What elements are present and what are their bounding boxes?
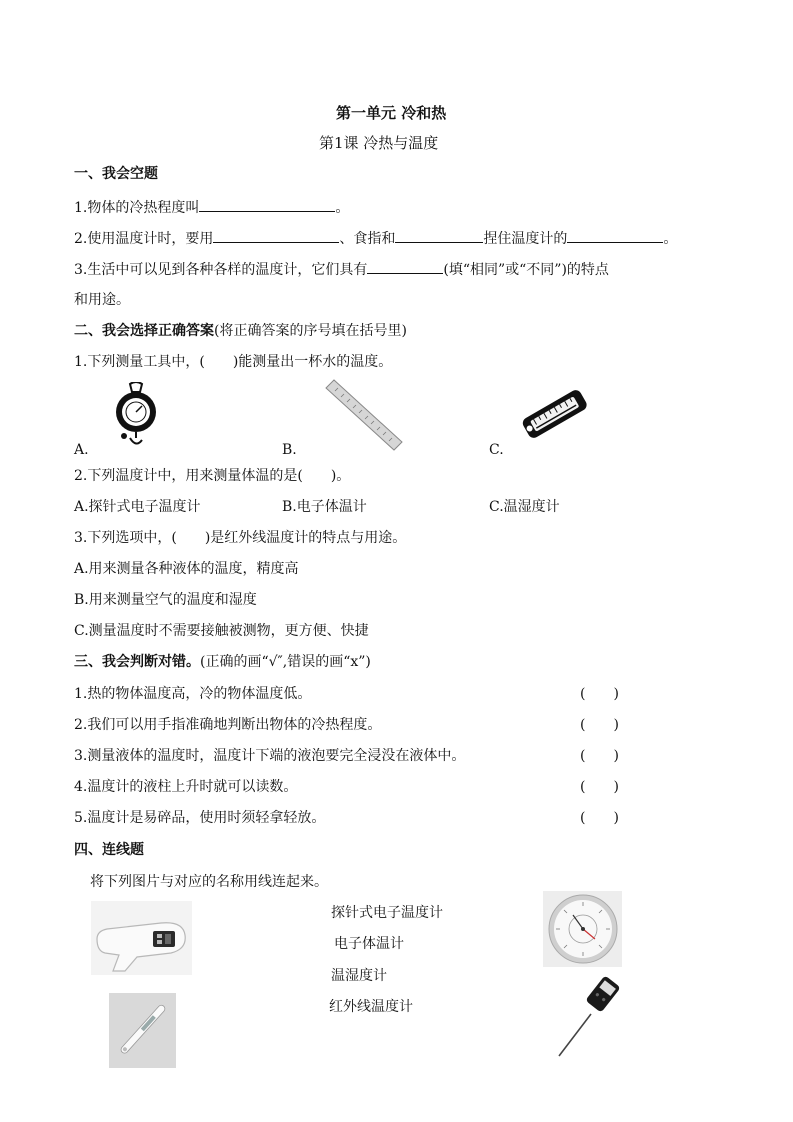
judge-item: 4.温度计的液柱上升时就可以读数。 [74,779,298,795]
spring-scale-image [106,382,166,448]
section-2-note: (将正确答案的序号填在括号里) [214,323,407,339]
s2-q2-option-b: B.电子体温计 [282,499,367,515]
electronic-thermometer-image[interactable] [109,993,176,1068]
s1-q2-mid2: 捏住温度计的 [483,231,568,247]
s1-q2-text: 2.使用温度计时，要用 [74,231,214,247]
probe-thermometer-image[interactable] [555,976,623,1060]
lesson-title: 第1课 冷热与温度 [319,134,439,152]
section-3-note: (正确的画“√″,错误的画“x”) [200,654,371,670]
spring-scale-icon [106,382,166,448]
judge-item: 3.测量液体的温度时，温度计下端的液泡要完全浸没在液体中。 [74,748,466,764]
s2-question-1: 1.下列测量工具中，( )能测量出一杯水的温度。 [74,354,393,370]
answer-blank[interactable] [213,228,339,243]
s1-question-3 [74,259,609,280]
electronic-thermometer-icon [109,993,176,1068]
section-2-heading [74,321,407,341]
s2-q2-option-c: C.温湿度计 [489,499,560,515]
match-name[interactable]: 红外线温度计 [329,999,413,1015]
s1-q3-text: 3.生活中可以见到各种各样的温度计，它们具有 [74,262,368,278]
s2-question-2: 2.下列温度计中，用来测量体温的是( )。 [74,468,351,484]
answer-blank[interactable] [395,228,483,243]
s1-q2-mid1: 、食指和 [339,231,396,247]
ruler-image [322,378,404,454]
infrared-thermometer-image[interactable] [91,901,192,975]
judge-answer-paren[interactable]: ( ) [580,779,619,795]
answer-blank[interactable] [367,259,443,274]
section-4-heading: 四、连线题 [74,842,144,858]
s2-q3-option-a: A.用来测量各种液体的温度，精度高 [74,561,299,577]
s1-question-1 [74,197,349,218]
s2-question-3: 3.下列选项中，( )是红外线温度计的特点与用途。 [74,530,407,546]
match-name[interactable]: 温湿度计 [331,968,387,984]
match-name[interactable]: 探针式电子温度计 [331,905,443,921]
infrared-thermometer-icon [91,901,192,975]
digital-thermometer-icon [512,382,594,448]
answer-blank[interactable] [199,197,335,212]
s2-q1-option-b: B. [282,442,297,458]
s1-question-2 [74,228,677,249]
hygrometer-image[interactable] [543,891,622,967]
probe-thermometer-icon [555,976,623,1060]
s2-q2-option-a: A.探针式电子温度计 [74,499,201,515]
judge-answer-paren[interactable]: ( ) [580,717,619,733]
section-3-title: 三、我会判断对错。 [74,654,200,670]
judge-item: 5.温度计是易碎品，使用时须轻拿轻放。 [74,810,326,826]
match-name[interactable]: 电子体温计 [334,936,404,952]
judge-answer-paren[interactable]: ( ) [580,748,619,764]
section-1-heading: 一、我会空题 [74,166,158,182]
s2-q1-option-c: C. [489,442,504,458]
s1-q1-end: 。 [335,200,350,216]
judge-answer-paren[interactable]: ( ) [580,686,619,702]
judge-item: 2.我们可以用手指准确地判断出物体的冷热程度。 [74,717,382,733]
section-3-heading [74,652,371,672]
section-4-instruction: 将下列图片与对应的名称用线连起来。 [90,874,328,890]
section-2-title: 二、我会选择正确答案 [74,323,214,339]
ruler-icon [322,378,404,454]
s2-q3-option-c: C.测量温度时不需要接触被测物，更方便、快捷 [74,623,369,639]
judge-answer-paren[interactable]: ( ) [580,810,619,826]
s1-q1-text: 1.物体的冷热程度叫 [74,200,200,216]
s1-question-3-line2: 和用途。 [74,292,130,308]
judge-item: 1.热的物体温度高，冷的物体温度低。 [74,686,312,702]
s2-q3-option-b: B.用来测量空气的温度和湿度 [74,592,257,608]
page-title: 第一单元 冷和热 [336,104,447,122]
s2-q1-option-a: A. [74,442,89,458]
answer-blank[interactable] [567,228,663,243]
s1-q2-end: 。 [663,231,678,247]
s1-q3-note: (填“相同”或“不同”)的特点 [443,262,609,278]
thermometer-image [512,382,594,448]
hygrometer-icon [543,891,622,967]
